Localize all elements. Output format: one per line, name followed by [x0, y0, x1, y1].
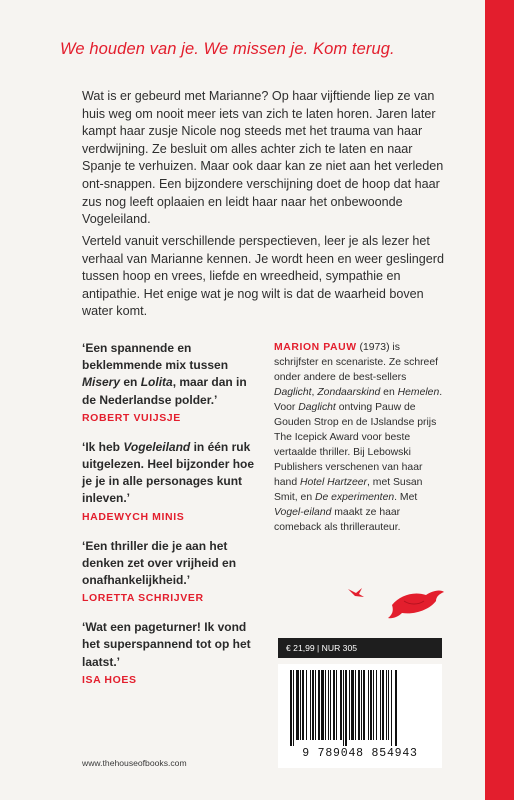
- barcode-bar: [321, 670, 324, 740]
- barcode-bar: [351, 670, 354, 740]
- barcode-bar: [340, 670, 342, 740]
- review-quote: ‘Een spannende en beklemmende mix tussen Misery en Lolita, maar dan in de Nederlandse polder.’ ROBERT VUIJSJE: [82, 340, 262, 424]
- barcode: [278, 664, 442, 768]
- blurb-paragraph-2: Verteld vanuit verschillende perspectieven, leer je als lezer het verhaal van Marianne kennen. Je wordt heen en weer geslingerd tussen hoop en vrees, liefde en wreedheid, sympathie en antipathie. Het enige wat je nog wilt is dat de waarheid boven water komt.: [82, 234, 444, 319]
- isbn-number: 9 789048 854943: [302, 747, 418, 760]
- barcode-icon: [288, 670, 432, 746]
- bird-illustration-icon: [340, 583, 460, 623]
- barcode-bar: [306, 670, 307, 740]
- price-bar: € 21,99 | NUR 305: [278, 638, 442, 658]
- author-bio: MARION PAUW (1973) is schrijfster en scenariste. Ze schreef onder andere de best-sellers Daglicht, Zondaarskind en Hemelen. Voor Daglicht ontving Pauw de Gouden Strop en de IJslandse prijs The Icepick Award voor beste vertaalde thriller. Bij Lebowski Publishers verschenen van haar hand Hotel Hartzeer, met Susan Smit, en De experimenten. Met Vogel-eiland maakt ze haar comeback als thrillerauteur.: [274, 342, 443, 533]
- tagline: We houden van je. We missen je. Kom terug.: [60, 40, 395, 58]
- barcode-bar: [358, 670, 360, 740]
- barcode-bar: [302, 670, 304, 740]
- barcode-bar: [315, 670, 316, 740]
- review-source: LORETTA SCHRIJVER: [82, 592, 204, 605]
- blurb-paragraph-1: Wat is er gebeurd met Marianne? Op haar vijftiende liep ze van huis weg om nooit meer iets van zich te laten horen. Jaren later kampt haar zusje Nicole nog steeds met het trauma van haar verdwijning. Ze besluit om alles achter zich te laten en naar Spanje te verhuizen. Maar ook daar kan ze niet aan het verleden ont-snappen. Een bijzondere verschijning doet de hoop dat haar zus nog leeft oplaaien en leidt haar naar het onbewoonde Vogeleiland.: [82, 89, 444, 227]
- publisher-website: www.thehouseofbooks.com: [82, 758, 187, 768]
- review-quotes: [82, 340, 262, 701]
- barcode-bar: [333, 670, 335, 740]
- barcode-bar: [296, 670, 299, 740]
- barcode-bar: [376, 670, 377, 740]
- review-quote: ‘Een thriller die je aan het denken zet over vrijheid en onafhankelijkheid.’ LORETTA SCHRIJVER: [82, 538, 262, 605]
- barcode-bar: [330, 670, 331, 740]
- barcode-bar: [300, 670, 301, 740]
- barcode-bar: [395, 670, 397, 746]
- barcode-bar: [361, 670, 362, 740]
- barcode-bar: [290, 670, 292, 746]
- review-source: ISA HOES: [82, 673, 137, 686]
- barcode-bar: [336, 670, 337, 740]
- review-source: HADEWYCH MINIS: [82, 510, 185, 523]
- review-quote: ‘Ik heb Vogeleiland in één ruk uitgelezen. Heel bijzonder hoe je je in alle personages kunt inleven.’ HADEWYCH MINIS: [82, 439, 262, 523]
- barcode-bar: [363, 670, 365, 740]
- barcode-bar: [373, 670, 374, 740]
- barcode-bar: [310, 670, 311, 740]
- barcode-bar: [386, 670, 387, 740]
- barcode-bar: [382, 670, 384, 740]
- barcode-bar: [380, 670, 381, 740]
- author-name: MARION PAUW: [274, 342, 357, 353]
- barcode-bar: [355, 670, 356, 740]
- barcode-bar: [345, 670, 347, 746]
- barcode-bar: [312, 670, 314, 740]
- barcode-bar: [368, 670, 369, 740]
- red-bird-icon: [388, 591, 444, 619]
- barcode-bar: [325, 670, 326, 740]
- red-spine: [485, 0, 514, 800]
- barcode-bar: [349, 670, 350, 740]
- barcode-bar: [391, 670, 392, 746]
- barcode-bar: [343, 670, 344, 746]
- small-bird-icon: [348, 588, 364, 597]
- barcode-bar: [388, 670, 389, 740]
- barcode-bar: [293, 670, 294, 746]
- barcode-bar: [370, 670, 372, 740]
- barcode-bar: [318, 670, 320, 740]
- review-source: ROBERT VUIJSJE: [82, 411, 181, 424]
- review-quote: ‘Wat een pageturner! Ik vond het superspannend tot op het laatst.’ ISA HOES: [82, 619, 262, 686]
- barcode-bar: [328, 670, 329, 740]
